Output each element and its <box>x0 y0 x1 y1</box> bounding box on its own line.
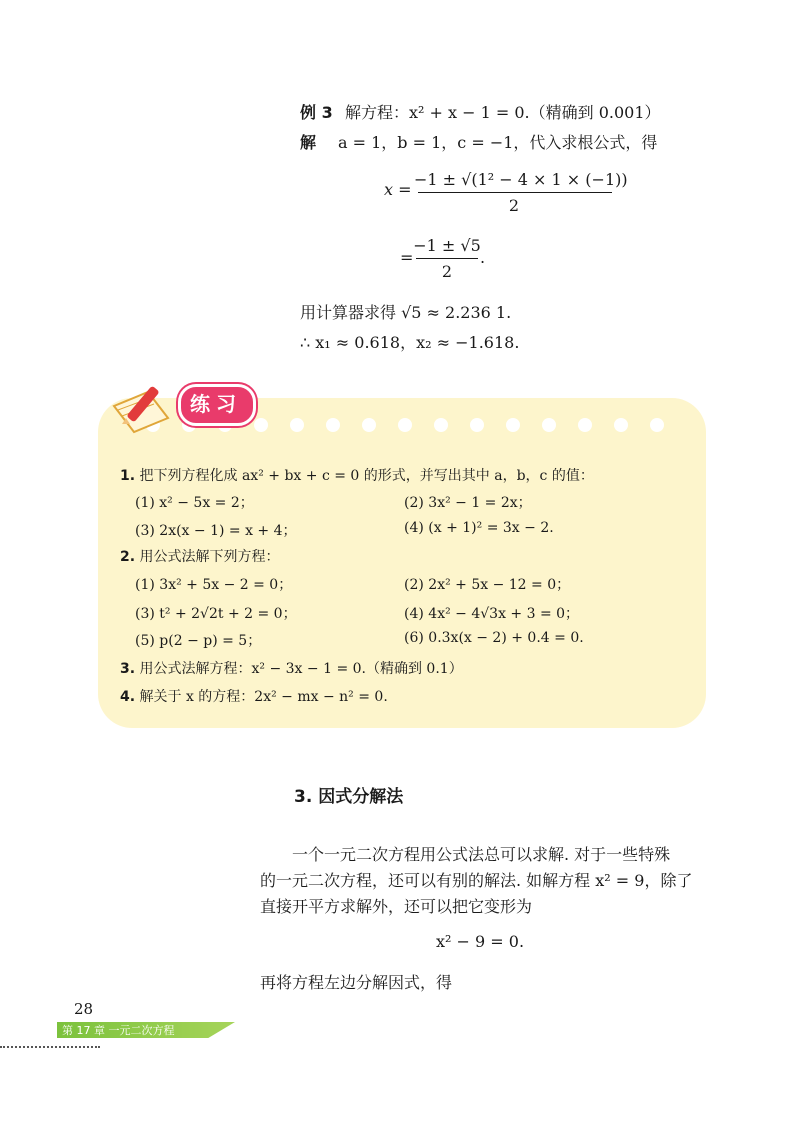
calc-line: 用计算器求得 √5 ≈ 2.236 1. <box>300 303 512 322</box>
section-heading: 3. 因式分解法 <box>294 787 404 807</box>
example-problem: 解方程：x² + x − 1 = 0.（精确到 0.001） <box>345 103 661 122</box>
q2-1: (1) 3x² + 5x − 2 = 0； <box>135 577 293 593</box>
formula-lhs: x = <box>384 180 412 199</box>
q1-1: (1) x² − 5x = 2； <box>135 495 254 511</box>
formula-denominator-2: 2 <box>441 262 453 281</box>
q2-4: (4) 4x² − 4√3x + 3 = 0； <box>404 606 580 622</box>
section-para-2: 的一元二次方程，还可以有别的解法. 如解方程 x² = 9，除了 <box>260 871 693 890</box>
q2-6: (6) 0.3x(x − 2) + 0.4 = 0. <box>404 630 584 646</box>
section-equation: x² − 9 = 0. <box>436 932 525 951</box>
q1-3: (3) 2x(x − 1) = x + 4； <box>135 523 297 539</box>
practice-title: 练习 <box>190 392 242 416</box>
fraction-bar-2 <box>416 258 478 259</box>
page-number: 28 <box>74 1000 94 1018</box>
practice-item-1: 1. 把下列方程化成 ax² + bx + c = 0 的形式，并写出其中 a，b，c 的值： <box>120 468 594 484</box>
result-line: ∴ x₁ ≈ 0.618，x₂ ≈ −1.618. <box>300 333 520 352</box>
section-para-4: 再将方程左边分解因式，得 <box>260 973 453 992</box>
formula-period: . <box>480 248 486 267</box>
formula-denominator-1: 2 <box>508 196 520 215</box>
solve-params: a = 1，b = 1，c = −1，代入求根公式，得 <box>338 133 658 152</box>
solve-label: 解 <box>300 133 317 152</box>
notebook-pencil-icon <box>108 378 188 438</box>
formula-numerator-1: −1 ± √(1² − 4 × 1 × (−1)) <box>414 170 628 189</box>
section-para-1: 一个一元二次方程用公式法总可以求解. 对于一些特殊 <box>292 845 671 864</box>
example-label: 例 3 <box>300 103 333 122</box>
chapter-label: 第 17 章 一元二次方程 <box>62 1024 175 1037</box>
q2-5: (5) p(2 − p) = 5； <box>135 633 262 649</box>
formula-numerator-2: −1 ± √5 <box>413 236 481 255</box>
practice-item-4: 4. 解关于 x 的方程：2x² − mx − n² = 0. <box>120 689 388 705</box>
fraction-bar-1 <box>418 192 612 193</box>
q1-4: (4) (x + 1)² = 3x − 2. <box>404 520 554 536</box>
practice-item-2: 2. 用公式法解下列方程： <box>120 549 280 565</box>
practice-item-3: 3. 用公式法解方程：x² − 3x − 1 = 0.（精确到 0.1） <box>120 661 463 677</box>
dotted-divider <box>0 1046 100 1048</box>
formula-eq-2: = <box>400 248 414 267</box>
q2-3: (3) t² + 2√2t + 2 = 0； <box>135 606 297 622</box>
q2-2: (2) 2x² + 5x − 12 = 0； <box>404 577 571 593</box>
q1-2: (2) 3x² − 1 = 2x； <box>404 495 532 511</box>
section-para-3: 直接开平方求解外，还可以把它变形为 <box>260 897 533 916</box>
